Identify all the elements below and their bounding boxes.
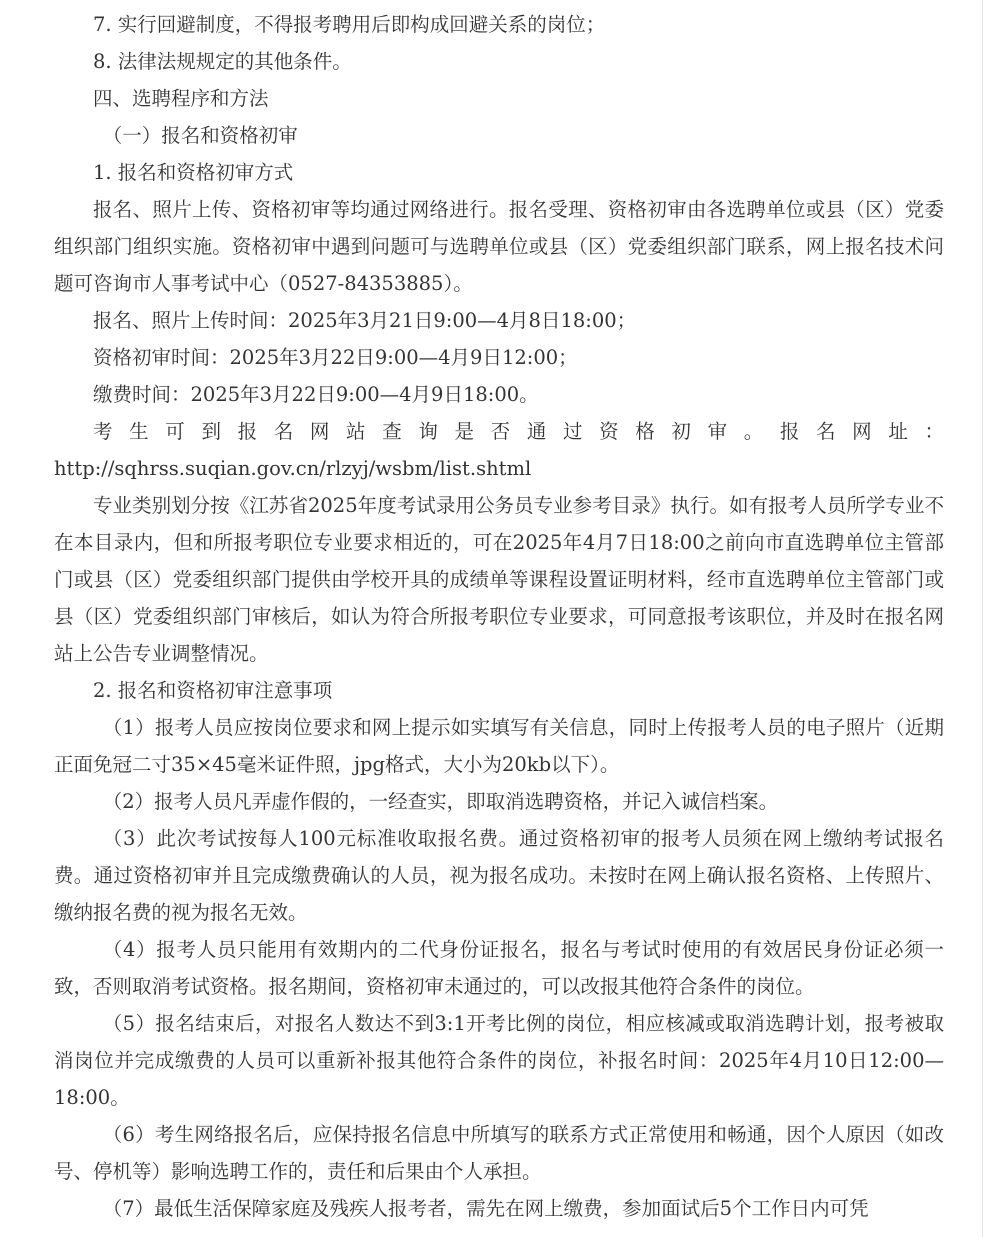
subheading-registration-notes: 2. 报名和资格初审注意事项 [93,679,333,702]
paragraph-registration-intro: 报名、照片上传、资格初审等均通过网络进行。报名受理、资格初审由各选聘单位或县（区）党委组织部门组织实施。资格初审中遇到问题可与选聘单位或县（区）党委组织部门联系，网上报名技术问题可咨询市人事考试中心（0527-84353885）。 [54,198,944,295]
paragraph-review-time: 资格初审时间：2025年3月22日9:00—4月9日12:00； [93,346,578,369]
note-item-5: （5）报名结束后，对报名人数达不到3:1开考比例的岗位，相应核减或取消选聘计划，报考被取消岗位并完成缴费的人员可以重新补报其他符合条件的岗位，补报名时间：2025年4月10日12:00—18:00。 [54,1012,944,1109]
subheading-registration-method: 1. 报名和资格初审方式 [93,161,294,184]
note-item-7: （7）最低生活保障家庭及残疾人报考者，需先在网上缴费，参加面试后5个工作日内可凭 [102,1197,869,1220]
section-heading-4: 四、选聘程序和方法 [93,87,269,110]
note-item-6: （6）考生网络报名后，应保持报名信息中所填写的联系方式正常使用和畅通，因个人原因（如改号、停机等）影响选聘工作的，责任和后果由个人承担。 [54,1123,944,1183]
note-item-1: （1）报考人员应按岗位要求和网上提示如实填写有关信息，同时上传报考人员的电子照片（近期正面免冠二寸35×45毫米证件照，jpg格式，大小为20kb以下）。 [54,716,944,776]
paragraph-item-8: 8. 法律法规规定的其他条件。 [93,50,352,73]
registration-url: http://sqhrss.suqian.gov.cn/rlzyj/wsbm/list.shtml [54,457,532,480]
note-item-3: （3）此次考试按每人100元标准收取报名费。通过资格初审的报考人员须在网上缴纳考试报名费。通过资格初审并且完成缴费确认的人员，视为报名成功。未按时在网上确认报名资格、上传照片、缴纳报名费的视为报名无效。 [54,827,944,924]
paragraph-item-7: 7. 实行回避制度，不得报考聘用后即构成回避关系的岗位； [93,13,606,36]
paragraph-upload-time: 报名、照片上传时间：2025年3月21日9:00—4月8日18:00； [93,309,637,332]
paragraph-major-classification: 专业类别划分按《江苏省2025年度考试录用公务员专业参考目录》执行。如有报考人员所学专业不在本目录内，但和所报考职位专业要求相近的，可在2025年4月7日18:00之前向市直选聘单位主管部门或县（区）党委组织部门提供由学校开具的成绩单等课程设置证明材料，经市直选聘单位主管部门或县（区）党委组织部门审核后，如认为符合所报考职位专业要求，可同意报考该职位，并及时在报名网站上公告专业调整情况。 [54,494,944,665]
subsection-heading-1: （一）报名和资格初审 [102,124,298,147]
paragraph-payment-time: 缴费时间：2025年3月22日9:00—4月9日18:00。 [93,383,539,406]
note-item-4: （4）报考人员只能用有效期内的二代身份证报名，报名与考试时使用的有效居民身份证必须一致，否则取消考试资格。报名期间，资格初审未通过的，可以改报其他符合条件的岗位。 [54,938,944,998]
note-item-2: （2）报考人员凡弄虚作假的，一经查实，即取消选聘资格，并记入诚信档案。 [102,790,779,813]
article-body [54,6,944,1227]
paragraph-website-intro: 考生可到报名网站查询是否通过资格初审。报名网址： [93,420,944,443]
